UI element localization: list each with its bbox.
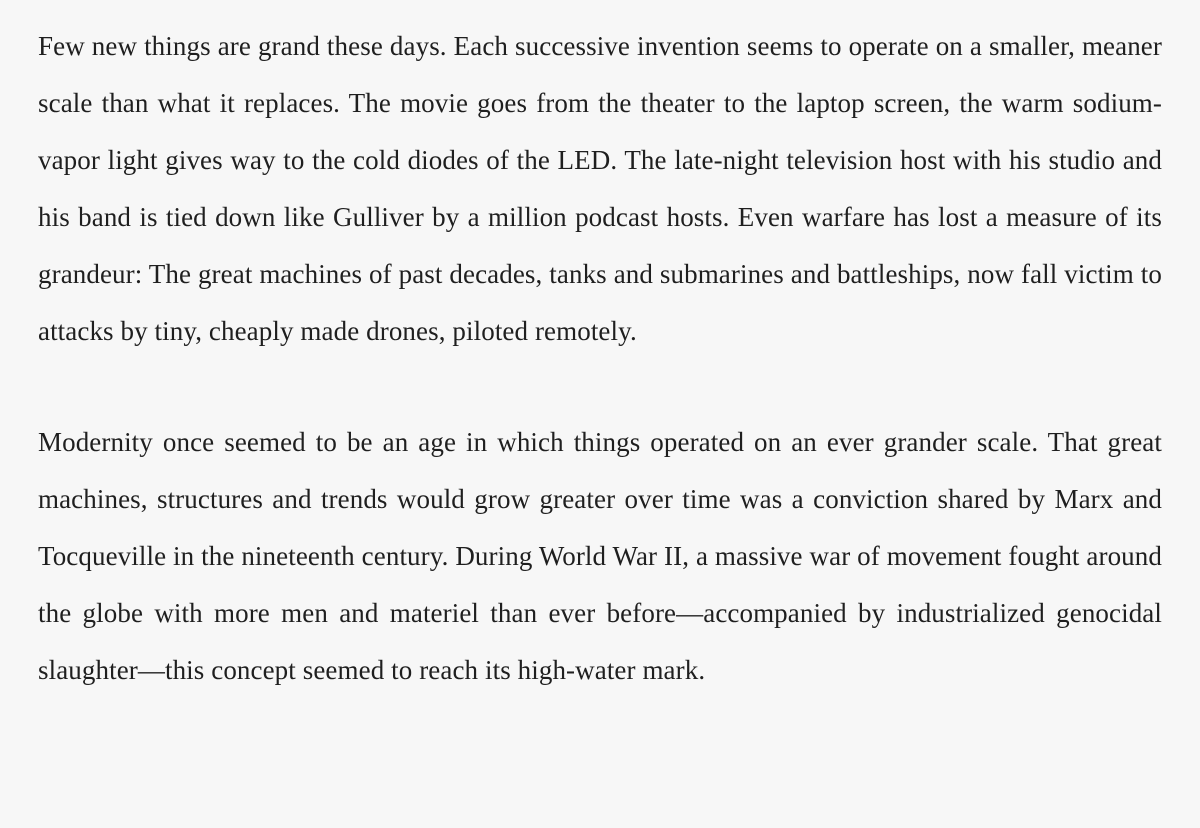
article-paragraph-1: Few new things are grand these days. Each successive invention seems to operate on a smaller, meaner scale than what it replaces. The movie goes from the theater to the laptop screen, the warm sodium-vapor light gives way to the cold diodes of the LED. The late-night television host with his studio and his band is tied down like Gulliver by a million podcast hosts. Even warfare has lost a measure of its grandeur: The great machines of past decades, tanks and submarines and battleships, now fall victim to attacks by tiny, cheaply made drones, piloted remotely. (38, 31, 1162, 346)
article-paragraph-2: Modernity once seemed to be an age in which things operated on an ever grander scale. That great machines, structures and trends would grow greater over time was a conviction shared by Marx and Tocqueville in the nineteenth century. During World War II, a massive war of movement fought around the globe with more men and materiel than ever before—accompanied by industrialized genocidal slaughter—this concept seemed to reach its high-water mark. (38, 427, 1162, 685)
